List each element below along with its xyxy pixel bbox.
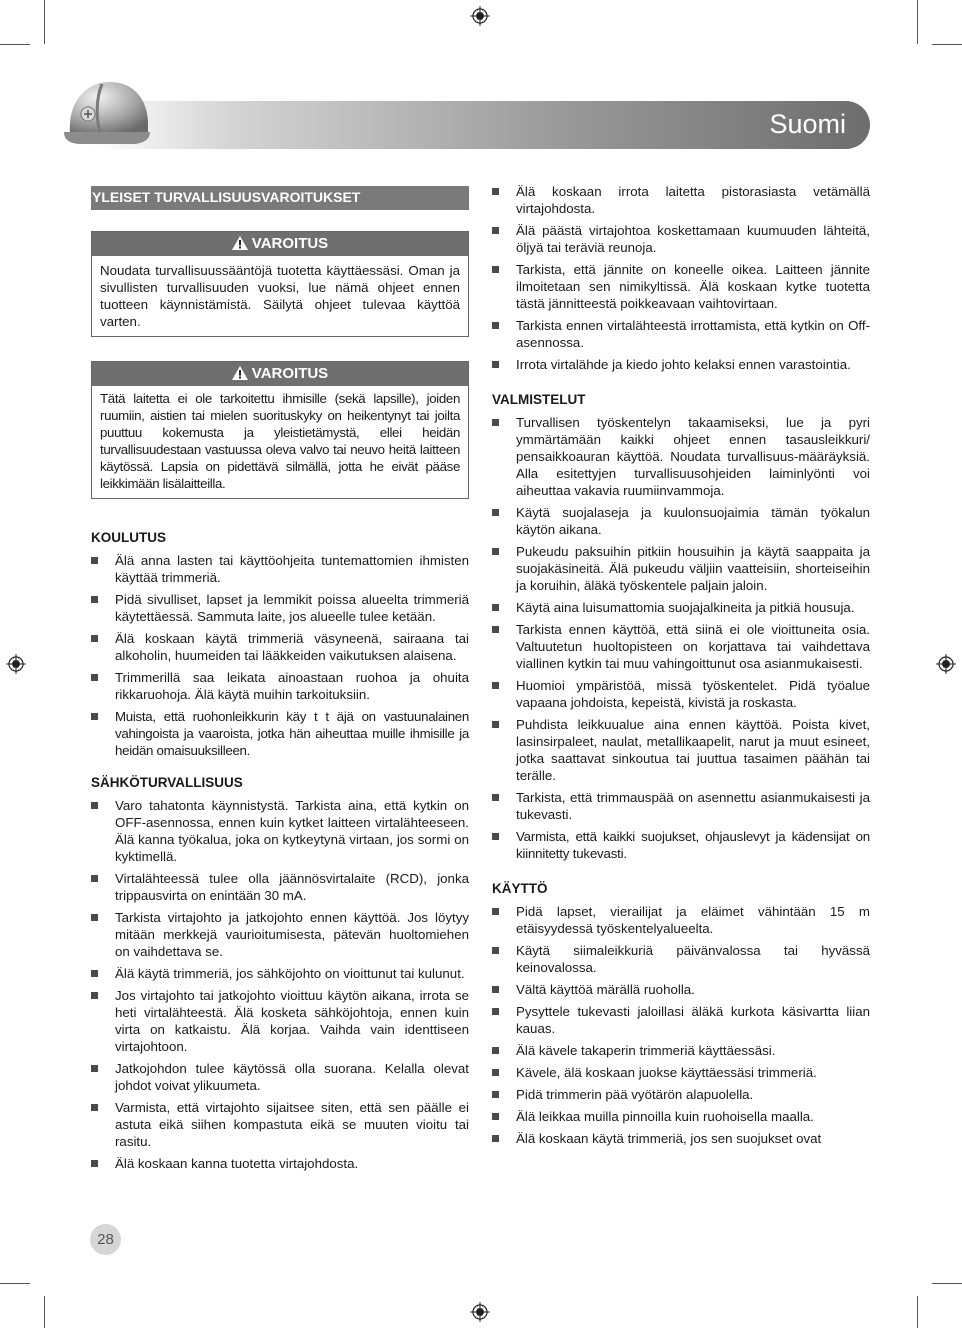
warning-text: Noudata turvallisuussääntöjä tuotetta käyttäessäsi. Oman ja sivullisten turvallisuuden vuoksi, lue nämä ohjeet ennen tuotteen käynnistämistä. Säilytä ohjeet tulevaa käyttöä varten. [100, 263, 460, 329]
right-column [492, 183, 870, 1152]
crop-mark [932, 1283, 962, 1284]
section-title: YLEISET TURVALLISUUSVAROITUKSET [91, 186, 469, 210]
warning-header [92, 232, 468, 256]
list-item: Tarkista, että trimmauspää on asennettu asianmukaisesti ja tukevasti. [492, 789, 870, 823]
warning-text: Tätä laitetta ei ole tarkoitettu ihmisille (sekä lapsille), joiden ruumiin, aistien tai mielen suorituskyky on heikentynyt tai joilta puuttuu kokemusta ja yleistietämystä, ellei heidän turvallisuudestaan vastuussa oleva valvo tai neuvo heitä laitteen käytössä. Lapsia on pidettävä silmällä, jotta he eivät pääse leikkimään lisälaitteilla. [100, 391, 460, 491]
safety-helmet-icon [62, 74, 152, 152]
list-item: Vältä käyttöä märällä ruoholla. [492, 981, 870, 998]
list-item: Puhdista leikkuualue aina ennen käyttöä. Poista kivet, lasinsirpaleet, naulat, metallikaapelit, narut ja muut esineet, jotka saattavat sinkoutua tai juuttua tasaimen päähän tai terälle. [492, 716, 870, 784]
crop-mark [44, 0, 45, 44]
list-item: Käytä suojalaseja ja kuulonsuojaimia tämän työkalun käytön aikana. [492, 504, 870, 538]
list-item: Älä päästä virtajohtoa koskettamaan kuumuuden lähteitä, öljyä tai teräviä reunoja. [492, 222, 870, 256]
list-item: Pidä sivulliset, lapset ja lemmikit poissa alueelta trimmeriä käytettäessä. Sammuta laite, jos alueelle tulee ketään. [91, 591, 469, 625]
warning-label: VAROITUS [251, 235, 329, 252]
list-item: Varmista, että kaikki suojukset, ohjauslevyt ja kädensijat on kiinnitetty tukevasti. [492, 828, 870, 862]
crop-mark [44, 1296, 45, 1328]
left-column [91, 186, 469, 1177]
registration-mark-icon [6, 654, 26, 674]
registration-mark-icon [936, 654, 956, 674]
list-item: Trimmerillä saa leikata ainoastaan ruohoa ja ohuita rikkaruohoja. Älä käytä muihin tarkoituksiin. [91, 669, 469, 703]
list-item: Varo tahatonta käynnistystä. Tarkista aina, että kytkin on OFF-asennossa, ennen kuin kytket laitteen virtalähteeseen. Älä kanna työkalua, joka on kytkeytynä virtaan, jos sormi on kyktimellä. [91, 797, 469, 865]
list-item: Tarkista, että jännite on koneelle oikea. Laitteen jännite ilmoitetaan sen nimikyltissä. Älä koskaan kytke tuotetta tästä jännitteestä poikkeavaan vaihtovirtaan. [492, 261, 870, 312]
warning-triangle-icon [232, 236, 248, 250]
list-item: Kävele, älä koskaan juokse käyttäessäsi trimmeriä. [492, 1064, 870, 1081]
list-item: Älä koskaan irrota laitetta pistorasiasta vetämällä virtajohdosta. [492, 183, 870, 217]
list-item: Varmista, että virtajohto sijaitsee siten, että sen päälle ei astuta eikä siihen kompastuta eikä se muuten vioitu tai rasitu. [91, 1099, 469, 1150]
crop-mark [0, 1283, 30, 1284]
list-item: Tarkista ennen virtalähteestä irrottamista, että kytkin on Off-asennossa. [492, 317, 870, 351]
list-item: Älä koskaan kanna tuotetta virtajohdosta. [91, 1155, 469, 1172]
registration-mark-icon [470, 6, 490, 26]
warning-label: VAROITUS [251, 365, 329, 382]
header-banner [92, 101, 870, 149]
valmistelut-list [492, 414, 870, 862]
list-item: Jos virtajohto tai jatkojohto vioittuu käytön aikana, irrota se heti virtalähteestä. Älä kosketa sähköjohtoja, ennen kuin virta on katkaistu. Älä korjaa. Vaihda vain identtiseen virtajohtoon. [91, 987, 469, 1055]
warning-box [91, 231, 469, 337]
list-item: Muista, että ruohonleikkurin käy t t äjä on vastuunalainen vahingoista ja vaaroista, jotka hän aiheuttaa muille ihmisille ja heidän omaisuuksilleen. [91, 708, 469, 759]
warning-header [92, 362, 468, 386]
list-item: Huomioi ympäristöä, missä työskentelet. Pidä työalue vapaana johdoista, kepeistä, kivistä ja roskasta. [492, 677, 870, 711]
list-item: Turvallisen työskentelyn takaamiseksi, lue ja pyri ymmärtämään kaikki ohjeet ennen tasausleikkuri/ pensaikkoauran käyttöä. Noudata turvallisuus-määräyksiä. Alla esitettyjen turvallisuusohjeiden laiminlyönti voi aiheuttaa vakavia ruumiinvammoja. [492, 414, 870, 499]
registration-mark-icon [470, 1302, 490, 1322]
list-item: Älä kävele takaperin trimmeriä käyttäessäsi. [492, 1042, 870, 1059]
warning-triangle-icon [232, 366, 248, 380]
list-item: Irrota virtalähde ja kiedo johto kelaksi ennen varastointia. [492, 356, 870, 373]
list-item: Älä anna lasten tai käyttöohjeita tuntemattomien ihmisten käyttää trimmeriä. [91, 552, 469, 586]
subheading-sahko: SÄHKÖTURVALLISUUS [91, 775, 243, 790]
subheading-koulutus: KOULUTUS [91, 530, 166, 545]
list-item: Virtalähteessä tulee olla jäännösvirtalaite (RCD), jonka trippausvirta on enintään 30 mA. [91, 870, 469, 904]
subheading-valmistelut: VALMISTELUT [492, 392, 586, 407]
list-item: Tarkista virtajohto ja jatkojohto ennen käyttöä. Jos löytyy mitään merkkejä vaurioitumisesta, pätevän huoltomiehen on vaihdettava se. [91, 909, 469, 960]
crop-mark [932, 44, 962, 45]
list-item: Älä koskaan käytä trimmeriä, jos sen suojukset ovat [492, 1130, 870, 1147]
subheading-kaytto: KÄYTTÖ [492, 881, 548, 896]
crop-mark [917, 1296, 918, 1328]
crop-mark [917, 0, 918, 44]
language-title: Suomi [769, 109, 846, 139]
kaytto-list [492, 903, 870, 1147]
page-number: 28 [90, 1224, 121, 1255]
list-item: Tarkista ennen käyttöä, että siinä ei ole vioittuneita osia. Valtuutetun huoltopisteen on korjattava tai vaihdettava viallinen kytkin tai muu vahingoittunut osa asianmukaisesti. [492, 621, 870, 672]
koulutus-list [91, 552, 469, 759]
top-list [492, 183, 870, 373]
warning-box [91, 361, 469, 499]
list-item: Käytä aina luisumattomia suojajalkineita ja pitkiä housuja. [492, 599, 870, 616]
list-item: Pysyttele tukevasti jaloillasi äläkä kurkota käsivartta liian kauas. [492, 1003, 870, 1037]
sahko-list [91, 797, 469, 1172]
list-item: Pidä trimmerin pää vyötärön alapuolella. [492, 1086, 870, 1103]
list-item: Älä leikkaa muilla pinnoilla kuin ruohoisella maalla. [492, 1108, 870, 1125]
list-item: Pidä lapset, vierailijat ja eläimet vähintään 15 m etäisyydessä työskentelyalueelta. [492, 903, 870, 937]
list-item: Pukeudu paksuihin pitkiin housuihin ja käytä saappaita ja suojakäsineitä. Älä pukeudu väljiin vaatteisiin, shorteiseihin ja koruihin, äläkä työskentele paljain jaloin. [492, 543, 870, 594]
list-item: Älä käytä trimmeriä, jos sähköjohto on vioittunut tai kulunut. [91, 965, 469, 982]
list-item: Käytä siimaleikkuriä päivänvalossa tai hyvässä keinovalossa. [492, 942, 870, 976]
list-item: Jatkojohdon tulee käytössä olla suorana. Kelalla olevat johdot voivat ylikuumeta. [91, 1060, 469, 1094]
crop-mark [0, 44, 30, 45]
list-item: Älä koskaan käytä trimmeriä väsyneenä, sairaana tai alkoholin, huumeiden tai lääkkeiden vaikutuksen alaisena. [91, 630, 469, 664]
